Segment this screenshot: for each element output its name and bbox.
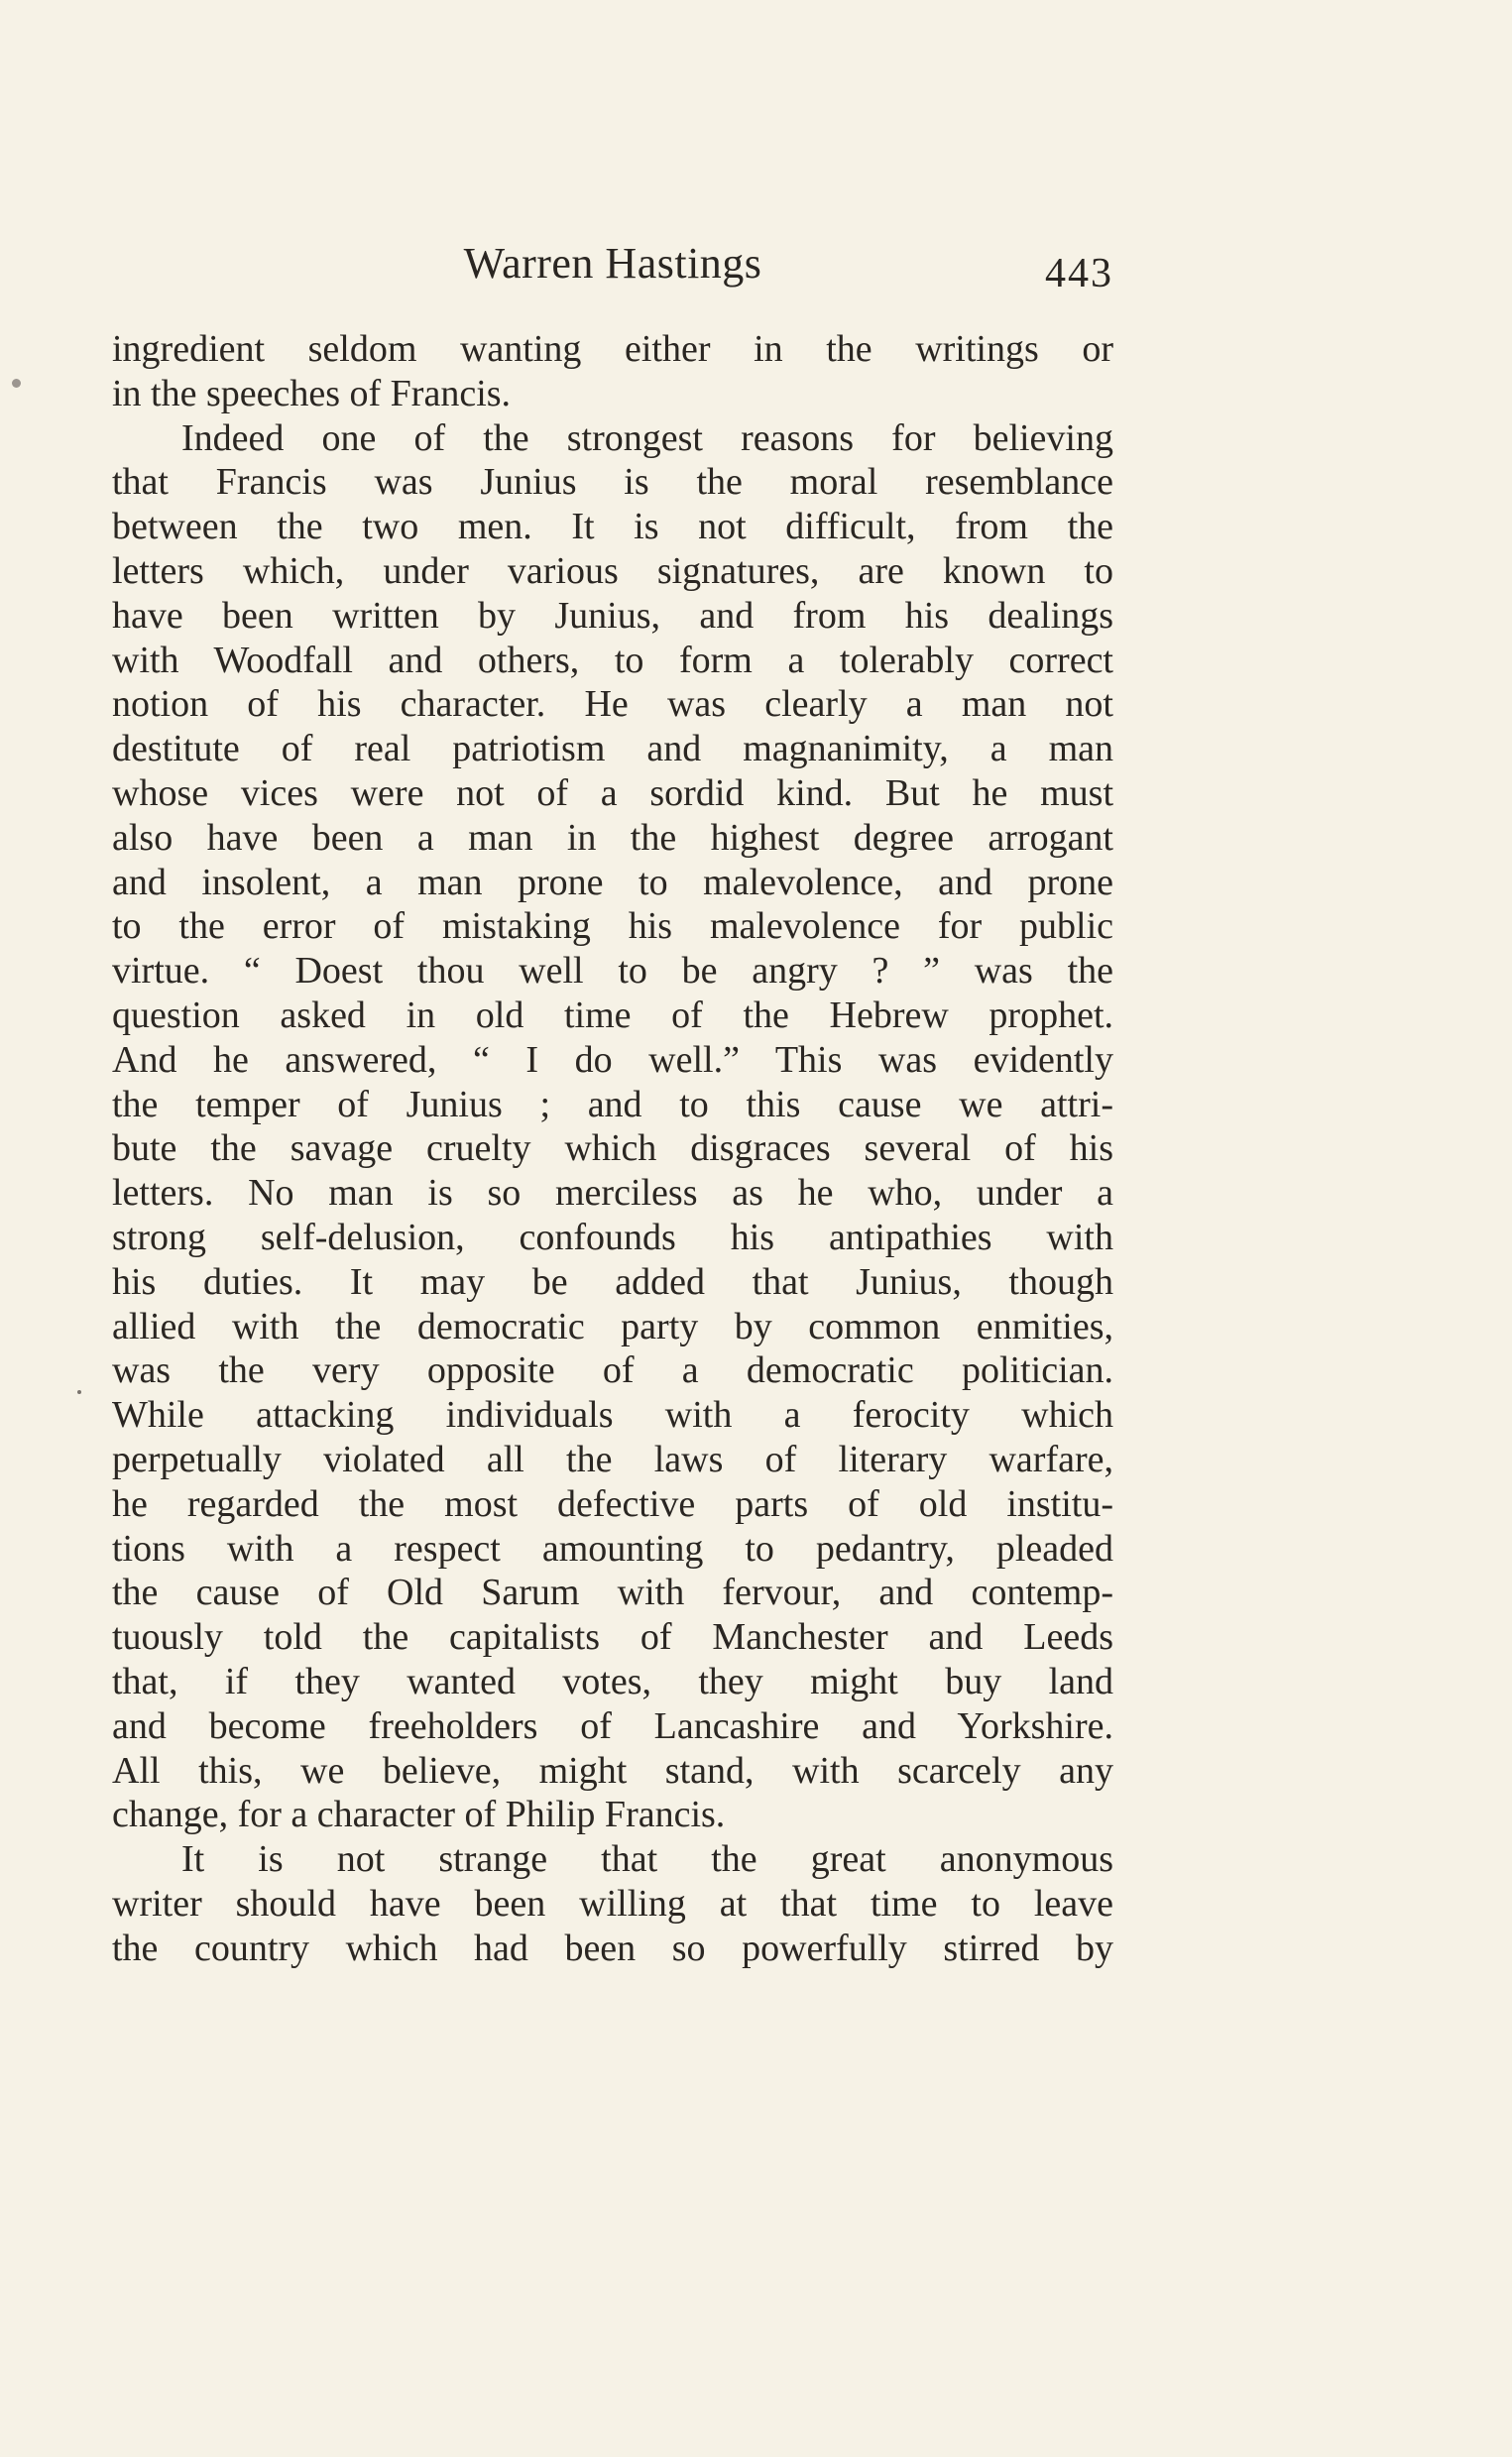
text-line: question asked in old time of the Hebrew prophet. [112,994,1113,1036]
text-line: the temper of Junius ; and to this cause we attri- [112,1083,1113,1125]
text-line: tions with a respect amounting to pedantry, pleaded [112,1527,1113,1570]
text-line: between the two men. It is not difficult, from the [112,506,1113,548]
text-line: have been written by Junius, and from his dealings [112,594,1113,637]
text-line: also have been a man in the highest degree arrogant [112,816,1113,859]
text-line: and become freeholders of Lancashire and Yorkshire. [112,1704,1113,1747]
page-number: 443 [1045,251,1113,296]
text-line: to the error of mistaking his malevolence for public [112,905,1113,948]
text-line: that Francis was Junius is the moral resemblance [112,461,1113,504]
text-line: ingredient seldom wanting either in the writings or [112,328,1113,370]
text-line: While attacking individuals with a ferocity which [112,1394,1113,1437]
text-line: he regarded the most defective parts of old institu- [112,1482,1113,1525]
text-line: that, if they wanted votes, they might buy land [112,1660,1113,1702]
text-line: notion of his character. He was clearly a man not [112,683,1113,726]
text-line: tuously told the capitalists of Manchester and Leeds [112,1616,1113,1659]
text-line: letters. No man is so merciless as he who, under a [112,1172,1113,1215]
text-line: perpetually violated all the laws of literary warfare, [112,1438,1113,1480]
text-line: It is not strange that the great anonymous [181,1838,1113,1881]
text-line: writer should have been willing at that time to leave [112,1882,1113,1925]
text-line: change, for a character of Philip Francis. [112,1794,726,1836]
text-line: the cause of Old Sarum with fervour, and contemp- [112,1572,1113,1614]
text-line: letters which, under various signatures, are known to [112,549,1113,592]
text-line: destitute of real patriotism and magnanimity, a man [112,728,1113,770]
running-head [112,238,1113,307]
running-title: Warren Hastings [463,239,762,288]
text-line: the country which had been so powerfully stirred by [112,1927,1113,1969]
text-line: Indeed one of the strongest reasons for believing [181,416,1113,459]
text-line: with Woodfall and others, to form a tolerably correct [112,639,1113,681]
text-line: his duties. It may be added that Junius, though [112,1260,1113,1303]
text-line: was the very opposite of a democratic politician. [112,1349,1113,1392]
text-line: whose vices were not of a sordid kind. But he must [112,771,1113,814]
text-line: virtue. “ Doest thou well to be angry ? ” was the [112,950,1113,993]
margin-mark [12,379,21,388]
margin-dot [77,1390,81,1394]
text-line: allied with the democratic party by common enmities, [112,1305,1113,1347]
body-text [112,327,1113,1970]
text-line: bute the savage cruelty which disgraces several of his [112,1127,1113,1170]
text-line: in the speeches of Francis. [112,372,512,414]
text-line: strong self-delusion, confounds his antipathies with [112,1216,1113,1258]
text-line: and insolent, a man prone to malevolence, and prone [112,861,1113,903]
text-line: All this, we believe, might stand, with scarcely any [112,1749,1113,1792]
text-line: And he answered, “ I do well.” This was evidently [112,1038,1113,1081]
